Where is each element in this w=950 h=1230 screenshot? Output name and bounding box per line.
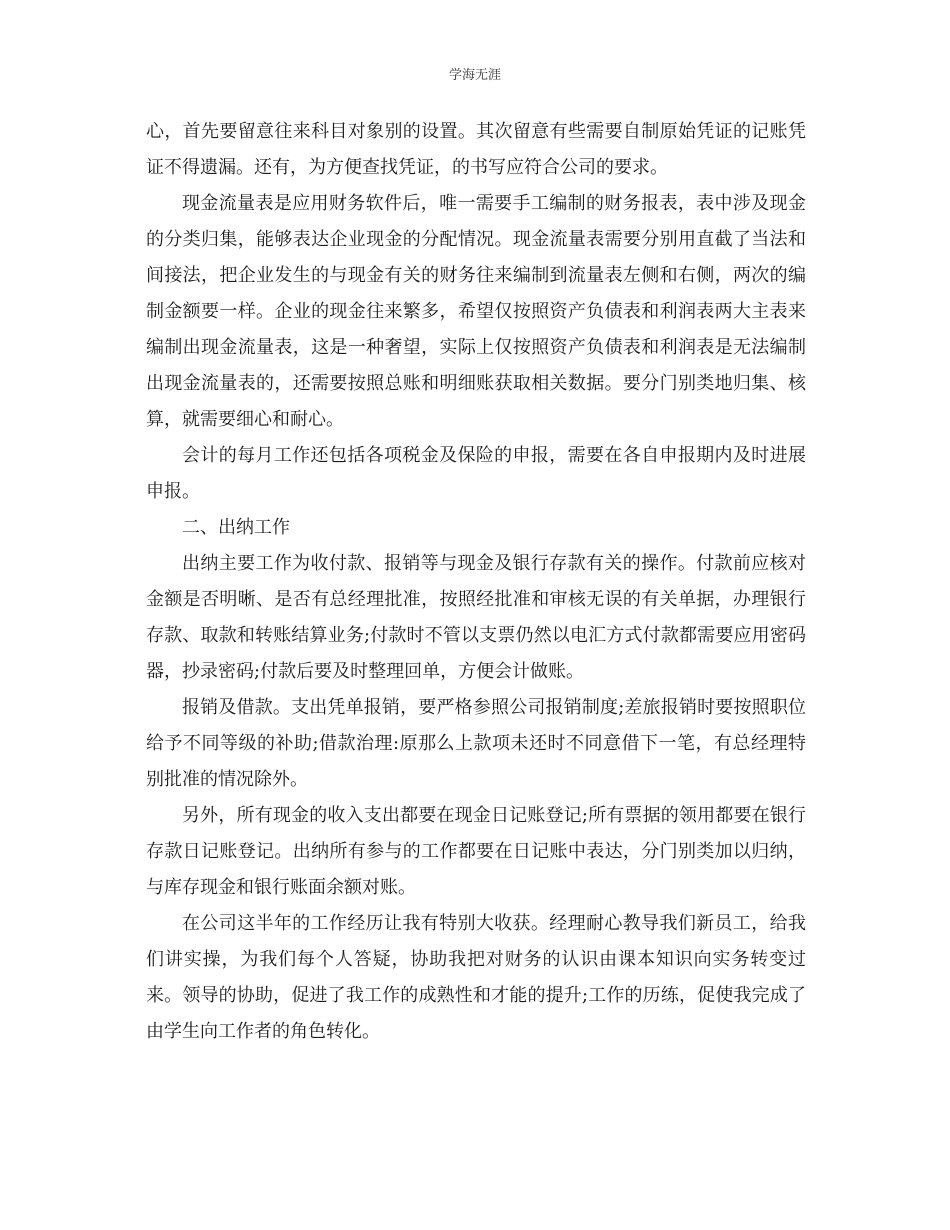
paragraph-journal: 另外，所有现金的收入支出都要在现金日记账登记;所有票据的领用都要在银行存款日记账登记。出纳所有参与的工作都要在日记账中表达，分门别类加以归纳，与库存现金和银行账面余额对账。: [146, 805, 806, 898]
paragraph-continuation: 心，首先要留意往来科目对象别的设置。其次留意有些需要自制原始凭证的记账凭证不得遗漏。还有，为方便查找凭证，的书写应符合公司的要求。: [146, 121, 806, 178]
section-heading-cashier: 二、出纳工作: [182, 517, 290, 538]
page-header: 学海无涯: [448, 68, 501, 83]
paragraph-cash-flow: 现金流量表是应用财务软件后，唯一需要手工编制的财务报表，表中涉及现金的分类归集，能够表达企业现金的分配情况。现金流量表需要分别用直截了当法和间接法，把企业发生的与现金有关的财务往来编制到流量表左侧和右侧，两次的编制金额要一样。企业的现金往来繁多，希望仅按照资产负债表和利润表两大主表来编制出现金流量表，这是一种奢望，实际上仅按照资产负债表和利润表是无法编制出现金流量表的，还需要按照总账和明细账获取相关数据。要分门别类地归集、核算，就需要细心和耐心。: [146, 193, 806, 430]
paragraph-cashier-duties: 出纳主要工作为收付款、报销等与现金及银行存款有关的操作。付款前应核对金额是否明晰、是否有总经理批准，按照经批准和审核无误的有关单据，办理银行存款、取款和转账结算业务;付款时不管以支票仍然以电汇方式付款都需要应用密码器，抄录密码;付款后要及时整理回单，方便会计做账。: [146, 553, 806, 682]
paragraph-reflection: 在公司这半年的工作经历让我有特别大收获。经理耐心教导我们新员工，给我们讲实操，为我们每个人答疑，协助我把对财务的认识由课本知识向实务转变过来。领导的协助，促进了我工作的成熟性和才能的提升;工作的历练，促使我完成了由学生向工作者的角色转化。: [146, 913, 806, 1042]
document-body: [146, 114, 806, 1050]
paragraph-reimbursement: 报销及借款。支出凭单报销，要严格参照公司报销制度;差旅报销时要按照职位给予不同等级的补助;借款治理:原那么上款项未还时不同意借下一笔，有总经理特别批准的情况除外。: [146, 697, 806, 790]
paragraph-tax-filing: 会计的每月工作还包括各项税金及保险的申报，需要在各自申报期内及时进展申报。: [146, 445, 806, 502]
